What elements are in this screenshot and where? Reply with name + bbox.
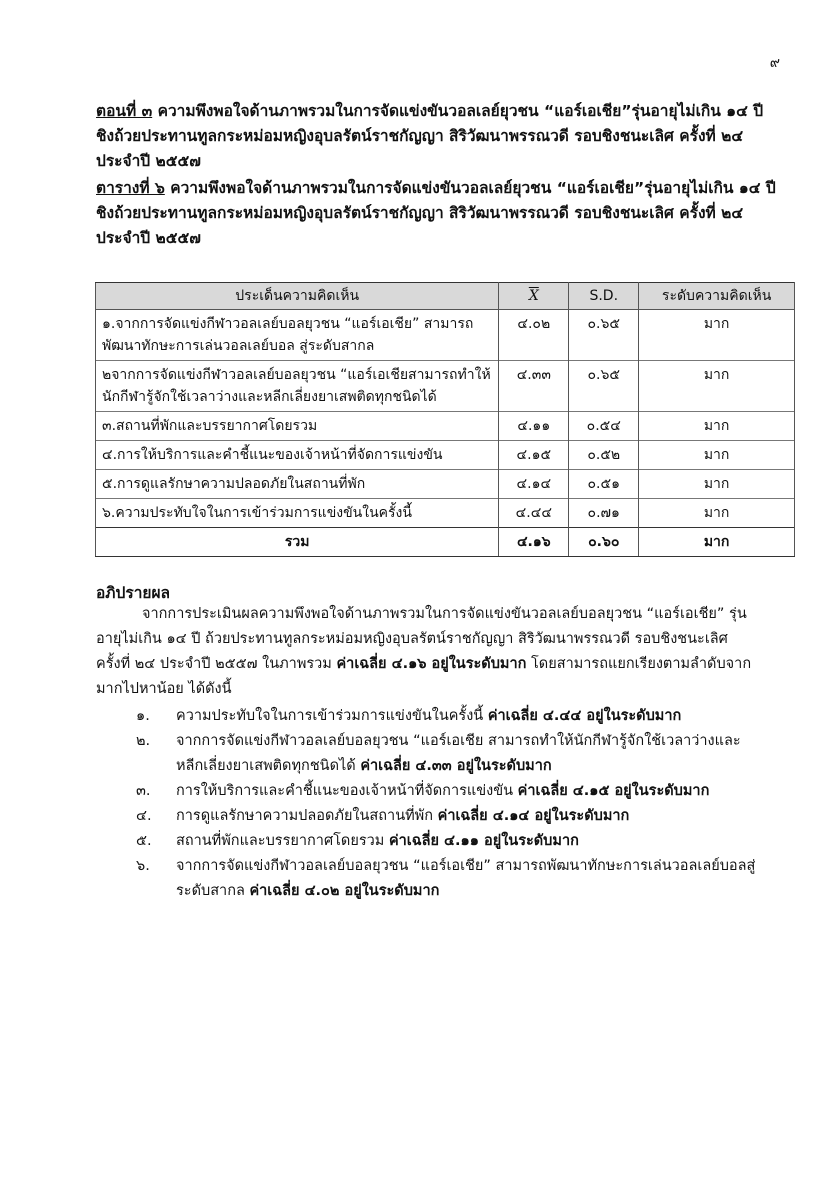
item-number: ๕. bbox=[136, 833, 152, 849]
item-text: การดูแลรักษาความปลอดภัยในสถานที่พัก bbox=[176, 808, 438, 824]
header-topic: ประเด็นความคิดเห็น bbox=[96, 283, 499, 310]
header-sd: S.D. bbox=[569, 283, 639, 310]
row-topic: ๑.จากการจัดแข่งกีฬาวอลเลย์บอลยุวชน “แอร์เอเชีย” สามารถพัฒนาทักษะการเล่นวอลเลย์บอล สู่ระดับสากล bbox=[96, 310, 499, 361]
section-lead: ตอนที่ ๓ bbox=[96, 102, 153, 120]
row-sd: ๐.๕๑ bbox=[569, 470, 639, 499]
row-sd: ๐.๕๔ bbox=[569, 412, 639, 441]
row-level: มาก bbox=[639, 412, 795, 441]
item-text: จากการจัดแข่งกีฬาวอลเลย์บอลยุวชน “แอร์เอเชีย” สามารถพัฒนาทักษะการเล่นวอลเลย์บอลสู่ระดับสากล bbox=[176, 858, 756, 899]
item-bold: ค่าเฉลี่ย ๔.๐๒ อยู่ในระดับมาก bbox=[249, 883, 440, 899]
item-number: ๓. bbox=[136, 783, 151, 799]
table-row bbox=[96, 310, 795, 361]
para-bold: ค่าเฉลี่ย ๔.๑๖ อยู่ในระดับมาก bbox=[336, 656, 527, 672]
total-label: รวม bbox=[96, 528, 499, 557]
table-row bbox=[96, 470, 795, 499]
item-text: สถานที่พักและบรรยากาศโดยรวม bbox=[176, 833, 389, 849]
row-mean: ๔.๑๔ bbox=[499, 470, 569, 499]
row-level: มาก bbox=[639, 441, 795, 470]
row-sd: ๐.๖๕ bbox=[569, 310, 639, 361]
item-bold: ค่าเฉลี่ย ๔.๑๑ อยู่ในระดับมาก bbox=[388, 833, 579, 849]
item-bold: ค่าเฉลี่ย ๔.๔๔ อยู่ในระดับมาก bbox=[487, 708, 682, 724]
row-topic: ๖.ความประทับใจในการเข้าร่วมการแข่งขันในครั้งนี้ bbox=[96, 499, 499, 528]
row-sd: ๐.๗๑ bbox=[569, 499, 639, 528]
list-item bbox=[96, 779, 756, 804]
row-mean: ๔.๐๒ bbox=[499, 310, 569, 361]
list-item bbox=[96, 854, 756, 904]
total-level: มาก bbox=[639, 528, 795, 557]
satisfaction-table bbox=[95, 282, 795, 557]
table-row bbox=[96, 412, 795, 441]
item-number: ๒. bbox=[136, 733, 151, 749]
row-topic: ๕.การดูแลรักษาความปลอดภัยในสถานที่พัก bbox=[96, 470, 499, 499]
table-header-row bbox=[96, 283, 795, 310]
row-level: มาก bbox=[639, 470, 795, 499]
table-caption-text: ความพึงพอใจด้านภาพรวมในการจัดแข่งขันวอลเลย์ยุวชน “แอร์เอเชีย”รุ่นอายุไม่เกิน ๑๔ ปี ชิงถ้วยประทานทูลกระหม่อมหญิงอุบลรัตน์ราชกัญญา สิริวัฒนาพรรณวดี รอบชิงชนะเลิศ ครั้งที่ ๒๔ ประจำปี ๒๕๕๗ bbox=[96, 179, 776, 247]
row-sd: ๐.๖๕ bbox=[569, 361, 639, 412]
discussion-paragraph bbox=[96, 602, 756, 702]
row-topic: ๔.การให้บริการและคำชี้แนะของเจ้าหน้าที่จัดการแข่งขัน bbox=[96, 441, 499, 470]
row-level: มาก bbox=[639, 310, 795, 361]
item-text: จากการจัดแข่งกีฬาวอลเลย์บอลยุวชน “แอร์เอเชีย สามารถทำให้นักกีฬารู้จักใช้เวลาว่างและหลีกเลี่ยงยาเสพติดทุกชนิดได้ bbox=[176, 733, 741, 774]
row-topic: ๓.สถานที่พักและบรรยากาศโดยรวม bbox=[96, 412, 499, 441]
mean-symbol: $\overline{X}$ bbox=[528, 288, 539, 304]
total-sd: ๐.๖๐ bbox=[569, 528, 639, 557]
row-mean: ๔.๑๑ bbox=[499, 412, 569, 441]
row-mean: ๔.๔๔ bbox=[499, 499, 569, 528]
discussion-title: อภิปรายผล bbox=[96, 584, 171, 602]
table-row bbox=[96, 499, 795, 528]
total-mean: ๔.๑๖ bbox=[499, 528, 569, 557]
item-text: ความประทับใจในการเข้าร่วมการแข่งขันในครั้งนี้ bbox=[176, 708, 488, 724]
row-sd: ๐.๕๒ bbox=[569, 441, 639, 470]
table-row bbox=[96, 441, 795, 470]
table-total-row bbox=[96, 528, 795, 557]
row-mean: ๔.๓๓ bbox=[499, 361, 569, 412]
list-item bbox=[96, 704, 756, 729]
list-item bbox=[96, 729, 756, 779]
item-number: ๖. bbox=[136, 858, 150, 874]
list-item bbox=[96, 804, 756, 829]
table-caption-lead: ตารางที่ ๖ bbox=[96, 179, 165, 197]
table-caption bbox=[96, 176, 776, 251]
list-item bbox=[96, 829, 756, 854]
item-bold: ค่าเฉลี่ย ๔.๓๓ อยู่ในระดับมาก bbox=[360, 758, 552, 774]
row-level: มาก bbox=[639, 361, 795, 412]
para-start: จากการประเมินผลความพึงพอใจด้านภาพรวมในการจัดแข่งขันวอลเลย์บอลยุวชน “แอร์เอเชีย” รุ่นอายุไม่เกิน ๑๔ ปี ถ้วยประทานทูลกระหม่อมหญิงอุบลรัตน์ราชกัญญา สิริวัฒนาพรรณวดี รอบชิงชนะเลิศ ครั้งที่ ๒๔ ประจำปี ๒๕๕๗ ในภาพรวม bbox=[96, 606, 747, 672]
table-row bbox=[96, 361, 795, 412]
header-level: ระดับความคิดเห็น bbox=[639, 283, 795, 310]
header-mean bbox=[499, 283, 569, 310]
section-text: ความพึงพอใจด้านภาพรวมในการจัดแข่งขันวอลเลย์ยุวชน “แอร์เอเชีย”รุ่นอายุไม่เกิน ๑๔ ปี ชิงถ้วยประทานทูลกระหม่อมหญิงอุบลรัตน์ราชกัญญา สิริวัฒนาพรรณวดี รอบชิงชนะเลิศ ครั้งที่ ๒๔ ประจำปี ๒๕๕๗ bbox=[96, 102, 764, 170]
item-number: ๑. bbox=[136, 708, 150, 724]
row-topic: ๒จากการจัดแข่งกีฬาวอลเลย์บอลยุวชน “แอร์เอเชียสามารถทำให้นักกีฬารู้จักใช้เวลาว่างและหลีกเลี่ยงยาเสพติดทุกชนิดได้ bbox=[96, 361, 499, 412]
section-heading bbox=[96, 99, 776, 174]
row-mean: ๔.๑๕ bbox=[499, 441, 569, 470]
para-end: โดยสามารถแยกเรียงตามลำดับจากมากไปหาน้อย ได้ดังนี้ bbox=[96, 656, 752, 697]
item-number: ๔. bbox=[136, 808, 152, 824]
ranking-list bbox=[96, 704, 756, 904]
row-level: มาก bbox=[639, 499, 795, 528]
page-number: ๙ bbox=[769, 55, 780, 71]
item-bold: ค่าเฉลี่ย ๔.๑๕ อยู่ในระดับมาก bbox=[517, 783, 710, 799]
item-text: การให้บริการและคำชี้แนะของเจ้าหน้าที่จัดการแข่งขัน bbox=[176, 783, 518, 799]
item-bold: ค่าเฉลี่ย ๔.๑๔ อยู่ในระดับมาก bbox=[437, 808, 630, 824]
